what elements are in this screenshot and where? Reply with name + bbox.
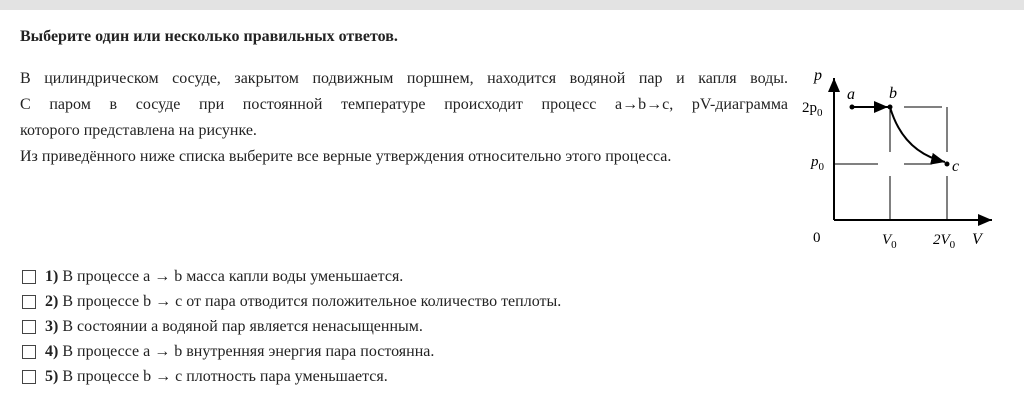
y-tick-p0-sub: 0 <box>818 161 824 173</box>
y-tick-2p0 <box>802 100 823 119</box>
option-2-text: В процессе b → c от пара отводится положительное количество теплоты. <box>62 292 562 310</box>
point-a-marker <box>850 105 855 110</box>
x-tick-2v0-main: 2V <box>933 232 950 248</box>
option-4-text: В процессе a → b внутренняя энергия пара постоянна. <box>62 342 435 360</box>
y-tick-p0 <box>810 154 825 173</box>
origin-label: 0 <box>813 230 821 246</box>
option-3[interactable] <box>22 314 561 339</box>
option-5[interactable] <box>22 364 561 389</box>
x-tick-v0 <box>882 232 897 251</box>
option-1-checkbox[interactable] <box>22 270 36 284</box>
option-3-text: В состоянии a водяной пар является ненасыщенным. <box>62 317 423 335</box>
option-3-number: 3) <box>45 317 59 335</box>
x-tick-v0-sub: 0 <box>891 239 897 251</box>
x-axis-label: V <box>972 231 982 248</box>
option-4-number: 4) <box>45 342 59 360</box>
answer-options <box>22 264 561 389</box>
option-4[interactable] <box>22 339 561 364</box>
point-a-label: a <box>847 86 855 103</box>
option-5-text: В процессе b → c плотность пара уменьшается. <box>62 367 388 385</box>
point-b-label: b <box>889 85 897 102</box>
option-1[interactable] <box>22 264 561 289</box>
problem-statement <box>20 66 788 170</box>
pv-diagram <box>800 64 1000 254</box>
x-tick-2v0-sub: 0 <box>949 239 956 251</box>
point-c-marker <box>945 162 950 167</box>
x-tick-v0-main: V <box>882 232 892 248</box>
point-c-label: c <box>952 158 960 175</box>
point-b-marker <box>888 105 893 110</box>
option-2-number: 2) <box>45 292 59 310</box>
y-tick-2p0-main: 2p <box>802 100 817 116</box>
option-1-text: В процессе a → b масса капли воды уменьшается. <box>62 267 404 285</box>
option-1-number: 1) <box>45 267 59 285</box>
y-axis-label: p <box>814 67 822 84</box>
option-2-checkbox[interactable] <box>22 295 36 309</box>
problem-line-2: С паром в сосуде при постоянной температуре происходит процесс a→b→c, pV-диаграмма <box>20 96 788 113</box>
problem-line-1: В цилиндрическом сосуде, закрытом подвижным поршнем, находится водяной пар и капля воды. <box>20 70 788 87</box>
option-5-checkbox[interactable] <box>22 370 36 384</box>
option-3-checkbox[interactable] <box>22 320 36 334</box>
y-tick-p0-main: p <box>811 154 819 170</box>
option-5-number: 5) <box>45 367 59 385</box>
option-4-checkbox[interactable] <box>22 345 36 359</box>
problem-line-3: которого представлена на рисунке. <box>20 122 257 139</box>
process-b-c <box>890 107 945 162</box>
problem-line-4: Из приведённого ниже списка выберите все верные утверждения относительно этого процесса. <box>20 148 672 165</box>
top-bar <box>0 0 1024 10</box>
x-tick-2v0 <box>933 232 956 251</box>
option-2[interactable] <box>22 289 561 314</box>
y-tick-2p0-sub: 0 <box>817 107 823 119</box>
instruction-text: Выберите один или несколько правильных ответов. <box>20 28 398 45</box>
